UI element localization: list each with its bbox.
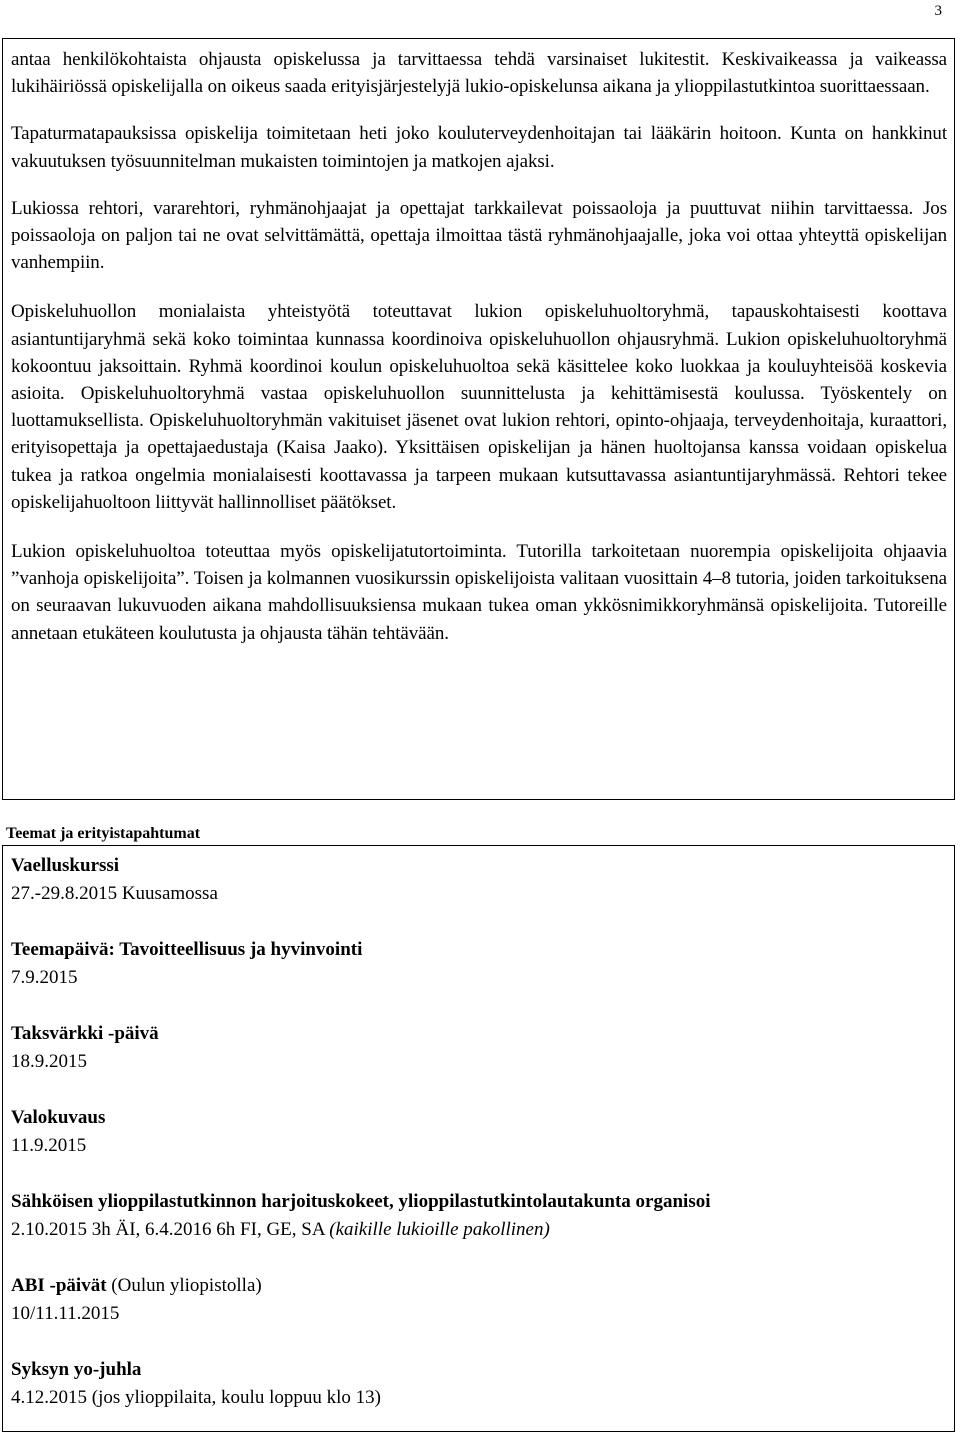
event-title-text: ABI -päivät — [11, 1275, 107, 1296]
event-date-text: 2.10.2015 3h ÄI, 6.4.2016 6h FI, GE, SA — [11, 1219, 330, 1240]
event-item — [11, 936, 947, 992]
page-number: 3 — [934, 3, 942, 19]
event-title: Vaelluskurssi — [11, 855, 120, 876]
event-date: 18.9.2015 — [11, 1051, 87, 1072]
paragraph-tutoring: Lukion opiskeluhuoltoa toteuttaa myös opiskelijatutortoiminta. Tutorilla tarkoitetaan nuorempia opiskelijoita ohjaavia ”vanhoja opiskelijoita”. Toisen ja kolmannen vuosikurssin opiskelijoista valitaan vuosittain 4–8 tutoria, joiden tarkoituksena on seuraavan lukuvuoden aikana mahdollisuuksiensa mukaan tukea oman ykkösnimikkoryhmänsä opiskelijoita. Tutoreille annetaan etukäteen koulutusta ja ohjausta tähän tehtävään. — [11, 541, 947, 644]
event-title: Teemapäivä: Tavoitteellisuus ja hyvinvointi — [11, 939, 363, 960]
main-text-box — [2, 38, 955, 800]
paragraph-accidents: Tapaturmatapauksissa opiskelija toimitetaan heti joko kouluterveydenhoitajan tai lääkärin hoitoon. Kunta on hankkinut vakuutuksen työsuunnitelman mukaisten toimintojen ja matkojen ajaksi. — [11, 123, 947, 172]
event-item — [11, 1272, 947, 1328]
event-item — [11, 1020, 947, 1076]
event-date — [11, 1216, 947, 1244]
paragraph-lukitesti: antaa henkilökohtaista ohjausta opiskelussa ja tarvittaessa tehdä varsinaiset lukitestit. Keskivaikeassa ja vaikeassa lukihäiriössä opiskelijalla on oikeus saada erityisjärjestelyjä lukio-opiskelunsa aikana ja ylioppilastutkintoa suorittaessaan. — [11, 49, 947, 98]
event-date: 11.9.2015 — [11, 1135, 87, 1156]
event-date: 27.-29.8.2015 Kuusamossa — [11, 883, 218, 904]
event-title: Sähköisen ylioppilastutkinnon harjoituskokeet, ylioppilastutkintolautakunta organisoi — [11, 1191, 711, 1212]
events-section-label: Teemat ja erityistapahtumat — [6, 825, 201, 842]
event-item — [11, 1188, 947, 1244]
event-date: 7.9.2015 — [11, 967, 78, 988]
event-title: Syksyn yo-juhla — [11, 1359, 142, 1380]
event-title: Valokuvaus — [11, 1107, 106, 1128]
events-box — [2, 845, 955, 1432]
event-date: 10/11.11.2015 — [11, 1303, 120, 1324]
event-date: 4.12.2015 (jos ylioppilaita, koulu loppuu klo 13) — [11, 1387, 381, 1408]
paragraph-student-welfare: Opiskeluhuollon monialaista yhteistyötä toteuttavat lukion opiskeluhuoltoryhmä, tapauskohtaisesti koottava asiantuntijaryhmä sekä koko toimintaa kunnassa koordinoiva opiskeluhuollon ohjausryhmä. Lukion opiskeluhuoltoryhmä kokoontuu jaksoittain. Ryhmä koordinoi koulun opiskeluhuoltoa sekä käsittelee koko luokkaa ja kouluyhteisöä koskevia asioita. Opiskeluhuoltoryhmä vastaa opiskeluhuollon suunnittelusta ja kehittämisestä koulussa. Työskentely on luottamuksellista. Opiskeluhuoltoryhmän vakituiset jäsenet ovat lukion rehtori, opinto-ohjaaja, terveydenhoitaja, kuraattori, erityisopettaja ja opettajaedustaja (Kaisa Jaako). Yksittäisen opiskelijan ja hänen huoltojansa kanssa voidaan opiskelua tukea ja ratkoa ongelmia monialaisesti koottavassa ja tarpeen mukaan kutsuttavassa asiantuntijaryhmässä. Rehtori tekee opiskelijahuoltoon liittyvät hallinnolliset päätökset. — [11, 301, 947, 513]
event-item — [11, 1356, 947, 1412]
event-item — [11, 852, 947, 908]
event-title: Taksvärkki -päivä — [11, 1023, 159, 1044]
event-title-suffix: (Oulun yliopistolla) — [106, 1275, 262, 1296]
event-title — [11, 1272, 947, 1300]
event-date-note: (kaikille lukioille pakollinen) — [329, 1219, 550, 1240]
event-item — [11, 1104, 947, 1160]
paragraph-absences: Lukiossa rehtori, vararehtori, ryhmänohjaajat ja opettajat tarkkailevat poissaoloja ja puuttuvat niihin tarvittaessa. Jos poissaoloja on paljon tai ne ovat selvittämättä, opettaja ilmoittaa tästä ryhmänohjaajalle, joka voi ottaa yhteyttä opiskelijan vanhempiin. — [11, 197, 947, 274]
